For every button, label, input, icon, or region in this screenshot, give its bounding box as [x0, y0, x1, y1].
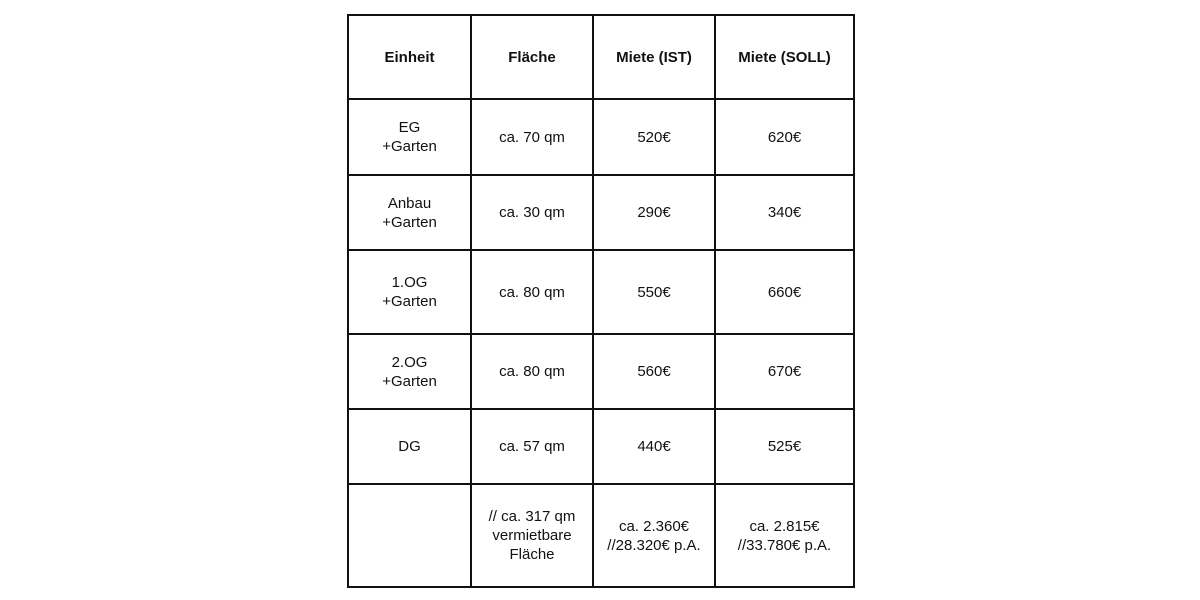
cell-miete-soll-total: ca. 2.815€ //33.780€ p.A. [715, 484, 854, 587]
table-row [348, 334, 854, 409]
header-miete-soll: Miete (SOLL) [715, 15, 854, 99]
cell-flaeche-total: // ca. 317 qm vermietbare Fläche [471, 484, 593, 587]
cell-miete-soll: 660€ [715, 250, 854, 334]
cell-flaeche: ca. 80 qm [471, 250, 593, 334]
table-row [348, 250, 854, 334]
cell-einheit: DG [348, 409, 471, 484]
table-total-row [348, 484, 854, 587]
cell-miete-ist: 440€ [593, 409, 715, 484]
cell-miete-ist: 520€ [593, 99, 715, 175]
cell-einheit: EG +Garten [348, 99, 471, 175]
table-row [348, 175, 854, 250]
cell-miete-soll: 340€ [715, 175, 854, 250]
table-row [348, 409, 854, 484]
header-flaeche: Fläche [471, 15, 593, 99]
cell-flaeche: ca. 80 qm [471, 334, 593, 409]
cell-einheit: 1.OG +Garten [348, 250, 471, 334]
header-miete-ist: Miete (IST) [593, 15, 715, 99]
table-header-row [348, 15, 854, 99]
cell-einheit [348, 484, 471, 587]
rent-table [347, 14, 855, 588]
cell-flaeche: ca. 57 qm [471, 409, 593, 484]
table-row [348, 99, 854, 175]
cell-miete-soll: 670€ [715, 334, 854, 409]
cell-miete-ist: 560€ [593, 334, 715, 409]
cell-einheit: 2.OG +Garten [348, 334, 471, 409]
header-einheit: Einheit [348, 15, 471, 99]
cell-flaeche: ca. 70 qm [471, 99, 593, 175]
cell-miete-soll: 620€ [715, 99, 854, 175]
cell-flaeche: ca. 30 qm [471, 175, 593, 250]
cell-einheit: Anbau +Garten [348, 175, 471, 250]
cell-miete-ist: 550€ [593, 250, 715, 334]
cell-miete-ist: 290€ [593, 175, 715, 250]
cell-miete-soll: 525€ [715, 409, 854, 484]
cell-miete-ist-total: ca. 2.360€ //28.320€ p.A. [593, 484, 715, 587]
